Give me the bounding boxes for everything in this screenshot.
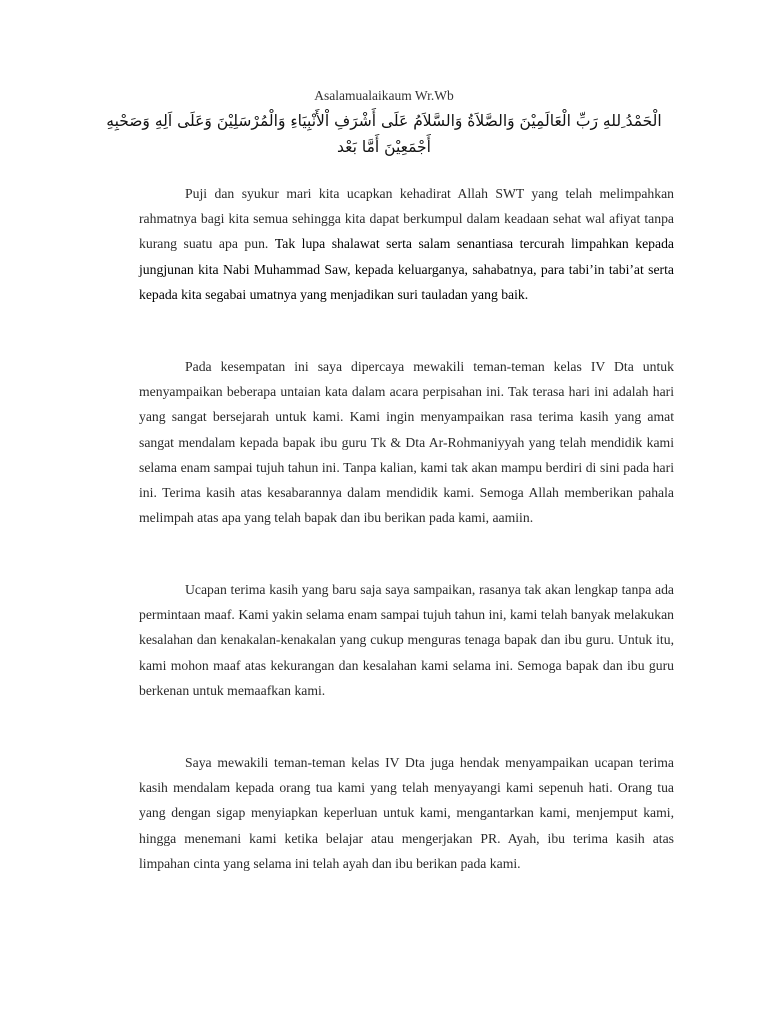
paragraph-apology: Ucapan terima kasih yang baru saja saya sampaikan, rasanya tak akan lengkap tanpa ada permintaan maaf. Kami yakin selama enam sampai tujuh tahun ini, kami telah banyak melakukan kesalahan dan kenakalan-kenakalan yang cukup menguras tenaga bapak dan ibu guru. Untuk itu, kami mohon maaf atas kekurangan dan kesalahan kami selama ini. Semoga bapak dan ibu guru berkenan untuk memaafkan kami. bbox=[139, 582, 674, 698]
arabic-opening-text: الْحَمْدُ ِللهِ رَبِّ الْعَالَمِيْنَ وَالصَّلاَةُ وَالسَّلاَمُ عَلَى أَشْرَفِ اْلأَنْبِيَاءِ وَالْمُرْسَلِيْنَ وَعَلَى اَلِهِ وَصَحْبِهِ أَجْمَعِيْنَ أَمَّا بَعْد bbox=[106, 112, 662, 156]
greeting-heading: Asalamualaikaum Wr.Wb bbox=[314, 88, 454, 103]
paragraph-opening-part2: Tak lupa shalawat serta salam senantiasa tercurah limpahkan kepada jungjunan kita Nabi Muhammad Saw, kepada keluarganya, sahabatnya, para tabi’in tabi’at serta kepada kita segabai umatnya yang menjadikan suri tauladan yang baik. bbox=[139, 236, 674, 302]
paragraph-gratitude-teachers: Pada kesempatan ini saya dipercaya mewakili teman-teman kelas IV Dta untuk menyampaikan beberapa untaian kata dalam acara perpisahan ini. Tak terasa hari ini adalah hari yang sangat bersejarah untuk kami. Kami ingin menyampaikan rasa terima kasih yang amat sangat mendalam kepada bapak ibu guru Tk & Dta Ar-Rohmaniyyah yang telah mendidik kami selama enam sampai tujuh tahun ini. Tanpa kalian, kami tak akan mampu berdiri di sini pada hari ini. Terima kasih atas kesabarannya dalam mendidik kami. Semoga Allah memberikan pahala melimpah atas apa yang telah bapak dan ibu berikan pada kami, aamiin. bbox=[139, 359, 674, 526]
paragraph-gratitude-parents: Saya mewakili teman-teman kelas IV Dta juga hendak menyampaikan ucapan terima kasih mendalam kepada orang tua kami yang telah menyayangi kami sepenuh hati. Orang tua yang dengan sigap menyiapkan keperluan untuk kami, mengantarkan kami, menjemput kami, hingga menemani kami ketika belajar atau mengerjakan PR. Ayah, ibu terima kasih atas limpahan cinta yang selama ini telah ayah dan ibu berikan pada kami. bbox=[139, 755, 674, 871]
paragraph-opening-part1: Puji dan syukur mari kita ucapkan kehadirat Allah SWT yang telah melimpahkan rahmatnya bagi kita semua sehingga kita dapat berkumpul dalam keadaan sehat wal afiyat tanpa kurang suatu apa pun. bbox=[139, 186, 674, 252]
paragraph-opening bbox=[139, 181, 674, 307]
